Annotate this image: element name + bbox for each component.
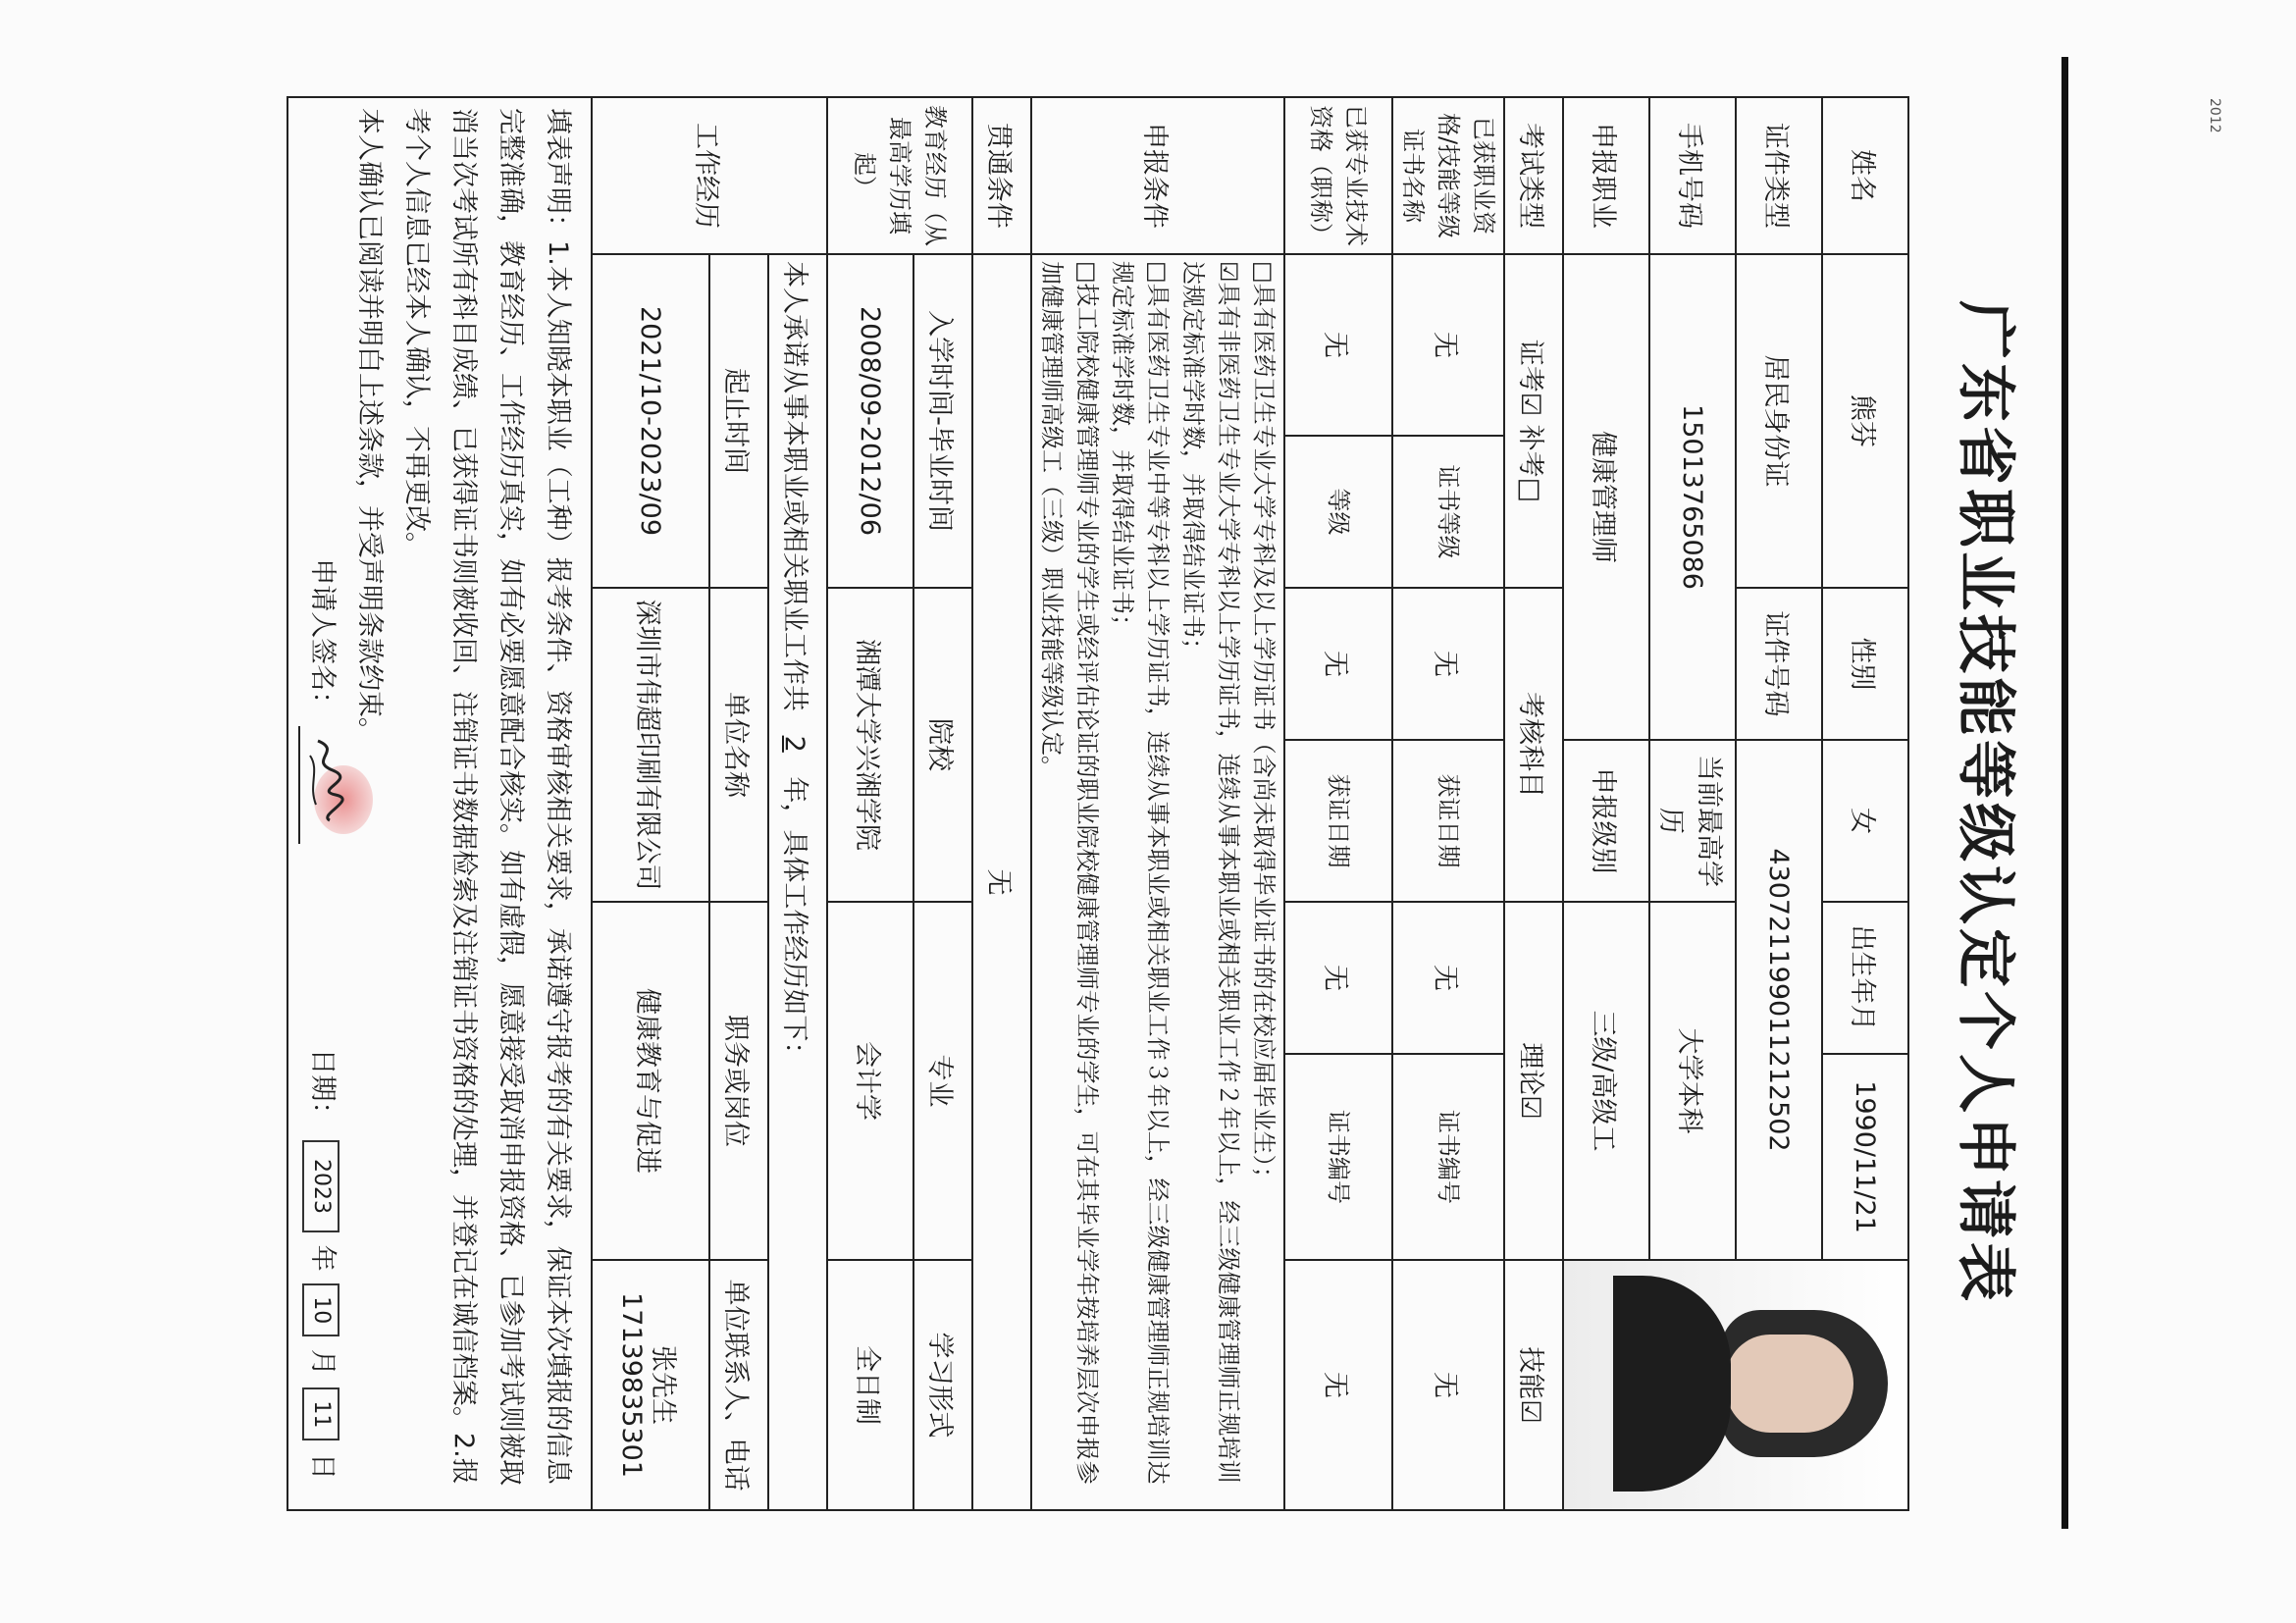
idtype-value: 居民身份证 — [1736, 254, 1822, 588]
condition-item: □技工院校健康管理师专业的学生或经评估论证的职业院校健康管理师专业的学生，可在其毕业学年按培养层次申报参加健康管理师高级工（三级）职业技能等级认定。 — [1038, 261, 1101, 1485]
work-label: 工作经历 — [592, 97, 827, 254]
work-period: 2021/10-2023/09 — [592, 254, 709, 588]
applicant-signature — [298, 726, 334, 844]
subject-theory: 理论☑ — [1504, 902, 1563, 1260]
vocational-cert-date: 无 — [1392, 902, 1504, 1054]
year-unit: 年 — [307, 1244, 338, 1272]
vocational-cert-no-label: 证书编号 — [1392, 1054, 1504, 1260]
through-value: 无 — [972, 254, 1031, 1510]
declaration-confirm: 本人确认已阅读并明白上述条款，并受声明条款约束。 — [354, 108, 385, 744]
edu-period: 2008/09-2012/06 — [827, 254, 913, 588]
condition-item: □具有医药卫生专业大学专科及以上学历证书（含尚未取得毕业证书的在校应届毕业生）； — [1250, 261, 1278, 1190]
vocational-cert-level: 无 — [1392, 588, 1504, 740]
edu-header-school: 院校 — [913, 588, 972, 902]
idno-label: 证件号码 — [1736, 588, 1822, 740]
gender-label: 性别 — [1822, 588, 1908, 740]
prof-cert-date-label: 获证日期 — [1284, 740, 1392, 902]
gender-value: 女 — [1822, 740, 1908, 902]
prof-cert-label: 已获专业技术资格（职称） — [1284, 97, 1392, 254]
vocational-cert-label: 已获职业资格/技能等级证书名称 — [1392, 97, 1504, 254]
vocational-cert-name: 无 — [1392, 254, 1504, 436]
signature-line — [298, 108, 345, 1499]
work-promise-prefix: 本人承诺从事本职业或相关职业工作共 — [779, 261, 810, 711]
examtype-label: 考试类型 — [1504, 97, 1563, 254]
vocational-cert-date-label: 获证日期 — [1392, 740, 1504, 902]
subject-skill: 技能☑ — [1504, 1260, 1563, 1510]
condition-item: ☑具有非医药卫生专业大学专科以上学历证书，连续从事本职业或相关职业工作２年以上，经三级健康管理师正规培训达规定标准学时数，并取得结业证书； — [1179, 261, 1242, 1484]
date-day: 11 — [303, 1387, 340, 1440]
declaration — [287, 97, 592, 1510]
through-label: 贯通条件 — [972, 97, 1031, 254]
work-contact: 张先生 17139835301 — [592, 1260, 709, 1510]
prof-cert-name: 无 — [1284, 254, 1392, 436]
level-label: 申报级别 — [1563, 740, 1649, 902]
idtype-label: 证件类型 — [1736, 97, 1822, 254]
prof-cert-date: 无 — [1284, 902, 1392, 1054]
job-label: 申报职业 — [1563, 97, 1649, 254]
work-header-company: 单位名称 — [709, 588, 768, 902]
edu-major: 会计学 — [827, 902, 913, 1260]
edu-label: 当前最高学历 — [1649, 740, 1736, 902]
application-form — [67, 96, 2049, 1509]
signature-icon — [304, 736, 347, 824]
work-company: 深圳市伟超印刷有限公司 — [592, 588, 709, 902]
prof-cert-no: 无 — [1284, 1260, 1392, 1510]
edu-school: 湘潭大学兴湘学院 — [827, 588, 913, 902]
work-position: 健康教育与促进 — [592, 902, 709, 1260]
phone-label: 手机号码 — [1649, 97, 1736, 254]
level-value: 三级/高级工 — [1563, 902, 1649, 1260]
condition-item: □具有医药卫生专业中等专科以上学历证书，连续从事本职业或相关职业工作３年以上，经三级健康管理师正规培训达规定标准学时数，并取得结业证书； — [1109, 261, 1172, 1485]
applicant-photo — [1563, 1260, 1908, 1510]
date-month: 10 — [303, 1283, 340, 1336]
prof-cert-level: 无 — [1284, 588, 1392, 740]
prof-cert-no-label: 证书编号 — [1284, 1054, 1392, 1260]
conditions-label: 申报条件 — [1031, 97, 1284, 254]
conditions-list — [1031, 254, 1284, 1510]
day-unit: 日 — [307, 1453, 338, 1480]
month-unit: 月 — [307, 1348, 338, 1376]
work-header-contact: 单位联系人、电话 — [709, 1260, 768, 1510]
idno-value: 430721199011212502 — [1736, 740, 1822, 1260]
edu-header-mode: 学习形式 — [913, 1260, 972, 1510]
form-title: 广东省职业技能等级认定个人申请表 — [1951, 300, 2019, 1305]
education-label: 教育经历（从最高学历填起） — [827, 97, 972, 254]
name-label: 姓名 — [1822, 97, 1908, 254]
date-year: 2023 — [303, 1140, 340, 1232]
date-label: 日期： — [307, 1048, 338, 1128]
work-header-position: 职务或岗位 — [709, 902, 768, 1260]
job-value: 健康管理师 — [1563, 254, 1649, 740]
work-header-period: 起止时间 — [709, 254, 768, 588]
top-rule — [2061, 57, 2068, 1529]
examtype-value: 证考☑ 补考□ — [1504, 254, 1563, 588]
application-table — [287, 96, 1909, 1511]
work-promise-suffix: 年，具体工作经历如下： — [779, 776, 810, 1069]
work-promise-years: 2 — [779, 735, 810, 753]
prof-cert-level-label: 等级 — [1284, 436, 1392, 588]
phone-value: 15013765086 — [1649, 254, 1736, 740]
name-value: 熊芬 — [1822, 254, 1908, 588]
birth-label: 出生年月 — [1822, 902, 1908, 1054]
sign-label: 申请人签名： — [307, 558, 338, 718]
edu-header-major: 专业 — [913, 902, 972, 1260]
edu-mode: 全日制 — [827, 1260, 913, 1510]
subject-label: 考核科目 — [1504, 588, 1563, 902]
edu-value: 大学本科 — [1649, 902, 1736, 1260]
vocational-cert-no: 无 — [1392, 1260, 1504, 1510]
work-promise — [768, 254, 827, 1510]
vocational-cert-level-label: 证书等级 — [1392, 436, 1504, 588]
page-code: 2012 — [2207, 98, 2222, 133]
edu-header-period: 入学时间-毕业时间 — [913, 254, 972, 588]
declaration-text: 填表声明：1.本人知晓本职业（工种）报考条件、资格审核相关要求，承诺遵守报考的有关要求，保证本次填报的信息完整准确，教育经历、工作经历真实，如有必要愿意配合核实。如有虚假，愿意接受取消申报资格、已参加考试则被取消当次考试所有科目成绩、已获得证书则被收回、注销证书数据检索及注销证书资格的处理，并登记在诚信档案。2.报考个人信息已经本人确认，不再更改。 — [401, 108, 573, 1486]
birth-value: 1990/11/21 — [1822, 1054, 1908, 1260]
